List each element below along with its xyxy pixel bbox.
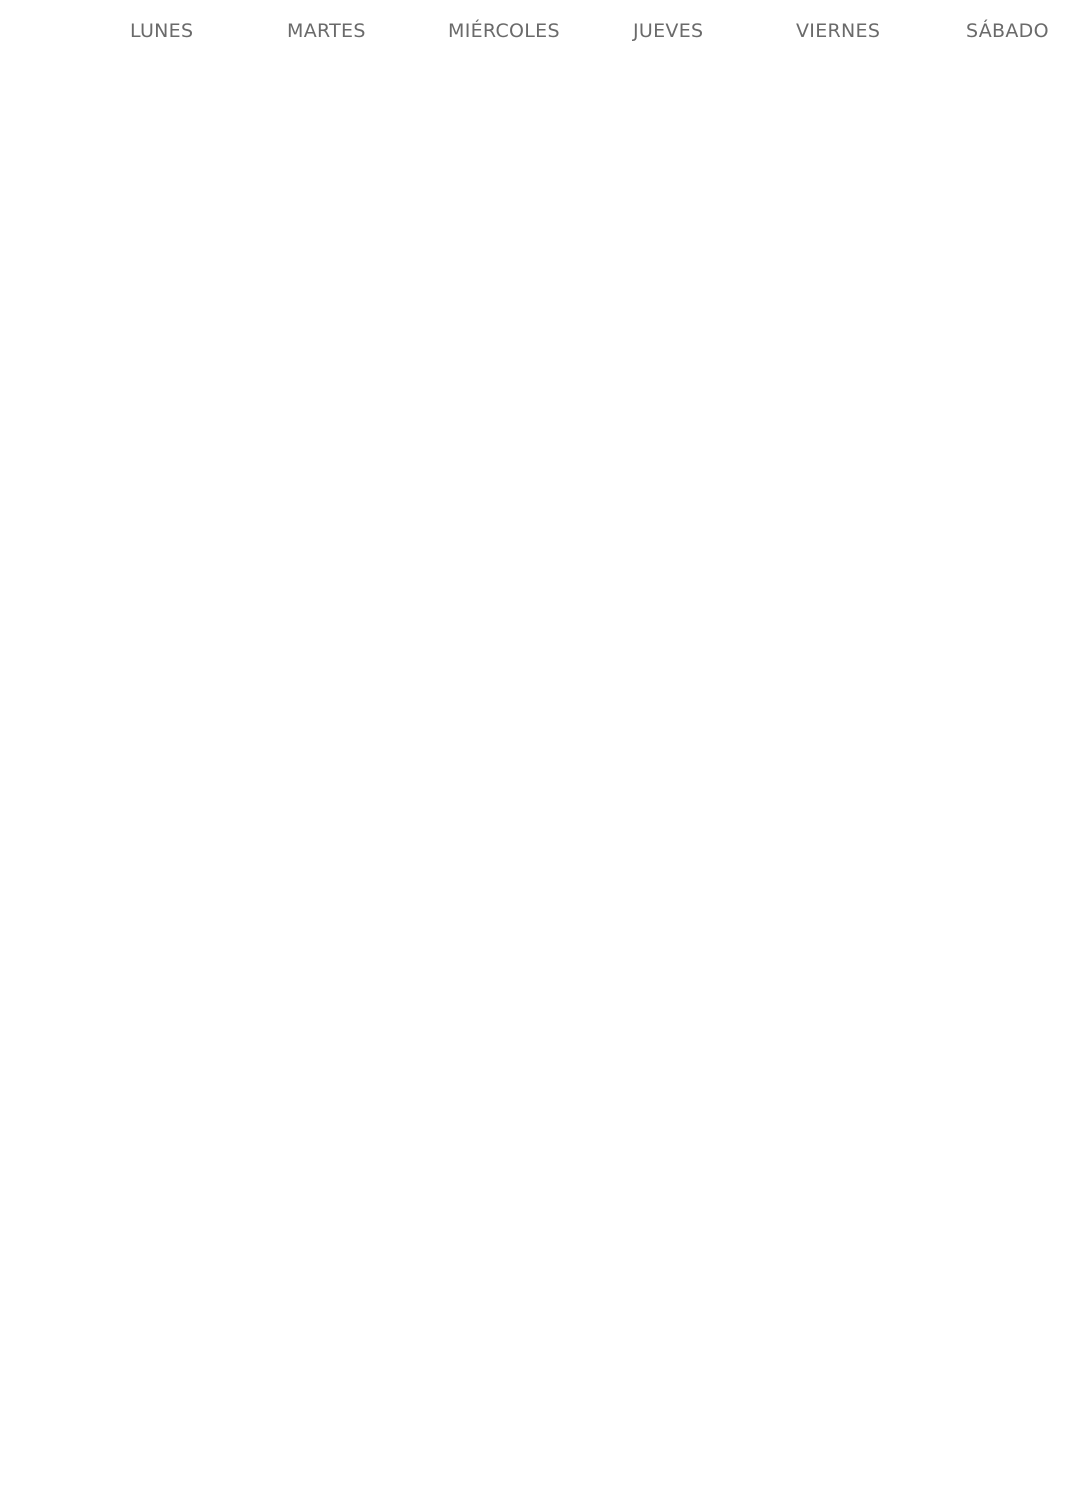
day-header-miercoles: MIÉRCOLES [448, 20, 560, 42]
day-header-jueves: JUEVES [633, 20, 704, 42]
day-header-martes: MARTES [287, 20, 366, 42]
day-header-sabado: SÁBADO [966, 20, 1049, 42]
day-header-lunes: LUNES [130, 20, 194, 42]
day-header-viernes: VIERNES [796, 20, 881, 42]
